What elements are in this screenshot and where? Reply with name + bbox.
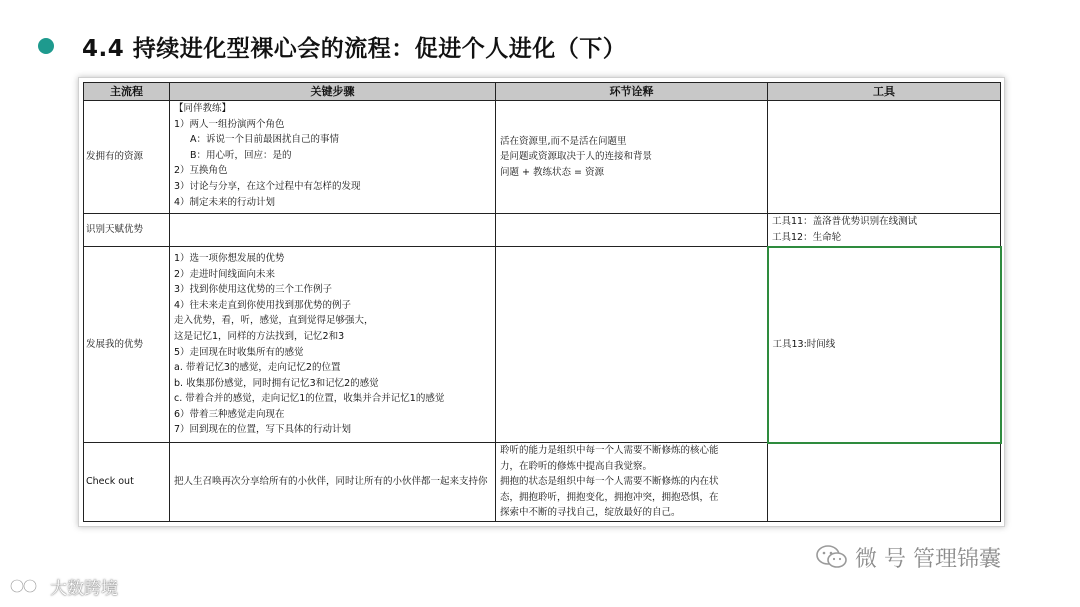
slide-title: 4.4 持续进化型裸心会的流程：促进个人进化（下） [82,35,627,62]
corner-watermark [8,574,118,598]
step-line: 3）讨论与分享，在这个过程中有怎样的发现 [174,180,361,192]
corner-watermark-text: 大数跨境 [50,578,118,599]
step-line: 2）互换角色 [174,165,228,177]
row-explanation [496,101,768,214]
step-line: 4）制定未来的行动计划 [174,196,276,208]
table-row [84,214,1001,247]
step-line: 7）回到现在的位置，写下具体的行动计划 [174,424,352,436]
step-line: 6）带着三种感觉走向现在 [174,408,285,420]
header-explanation: 环节诠释 [496,83,768,101]
explain-line: 问题 + 教练状态 = 资源 [500,166,604,178]
slide-title-bar [38,26,626,66]
step-line: a. 带着记忆3的感觉，走向记忆2的位置 [174,362,341,374]
watermark-text: 微 号 管理锦囊 [855,546,1001,572]
table-row [84,247,1001,443]
tool-line: 工具12：生命轮 [772,231,842,243]
step-line: 走入优势，看，听，感觉，直到觉得足够强大， [174,315,374,327]
header-tools: 工具 [768,83,1001,101]
row-main-process: Check out [84,443,170,522]
row-tools [768,214,1001,247]
step-line: 2）走进时间线面向未来 [174,268,276,280]
row-main-process: 发拥有的资源 [84,101,170,214]
explain-line: 探索中不断的寻找自己，绽放最好的自己。 [500,507,681,519]
table-row [84,443,1001,522]
step-line: c. 带着合并的感觉，走向记忆1的位置，收集并合并记忆1的感觉 [174,393,445,405]
row-tools [768,443,1001,522]
step-line: 4）往未来走直到你使用找到那优势的例子 [174,299,352,311]
table-header-row [84,83,1001,101]
step-line: B：用心听，回应：是的 [190,149,292,161]
step-line: 【同伴教练】 [174,103,232,114]
row-key-steps [170,247,496,443]
row-main-process: 识别天赋优势 [84,214,170,247]
row-key-steps [170,214,496,247]
header-main-process: 主流程 [84,83,170,101]
row-main-process: 发展我的优势 [84,247,170,443]
step-line: b. 收集那份感觉，同时拥有记忆3和记忆2的感觉 [174,377,379,389]
explain-line: 力，在聆听的修炼中提高自我觉察。 [500,460,653,472]
step-line: 1）两人一组扮演两个角色 [174,118,285,130]
header-key-steps: 关键步骤 [170,83,496,101]
wechat-watermark [815,540,1001,574]
wechat-icon [815,544,849,570]
row-explanation [496,443,768,522]
explain-line: 拥抱的状态是组织中每一个人需要不断修炼的内在状 [500,476,719,488]
row-tools [768,101,1001,214]
bullet-dot-icon [38,38,54,54]
explain-line: 态，拥抱聆听，拥抱变化，拥抱冲突，拥抱恐惧，在 [500,491,719,503]
brand-logo-icon [8,575,44,597]
process-table-image [78,77,1005,527]
tool-line: 工具11：盖洛普优势识别在线测试 [772,216,918,228]
explain-line: 活在资源里,而不是活在问题里 [500,135,627,147]
step-line: 1）选一项你想发展的优势 [174,252,285,264]
step-line: 3）找到你使用这优势的三个工作例子 [174,284,333,296]
table-row [84,101,1001,214]
row-key-steps [170,101,496,214]
step-line: A：诉说一个目前最困扰自己的事情 [190,134,339,146]
tool-line: 工具13:时间线 [772,338,836,350]
step-line: 这是记忆1，同样的方法找到，记忆2和3 [174,330,345,342]
row-tools [768,247,1001,443]
row-explanation [496,247,768,443]
step-line: 5）走回现在时收集所有的感觉 [174,346,304,358]
explain-line: 是问题或资源取决于人的连接和背景 [500,151,653,163]
process-table [83,82,1002,522]
row-explanation [496,214,768,247]
row-key-steps: 把人生召唤再次分享给所有的小伙伴，同时让所有的小伙伴都一起来支持你 [170,443,496,522]
explain-line: 聆听的能力是组织中每一个人需要不断修炼的核心能 [500,445,719,456]
